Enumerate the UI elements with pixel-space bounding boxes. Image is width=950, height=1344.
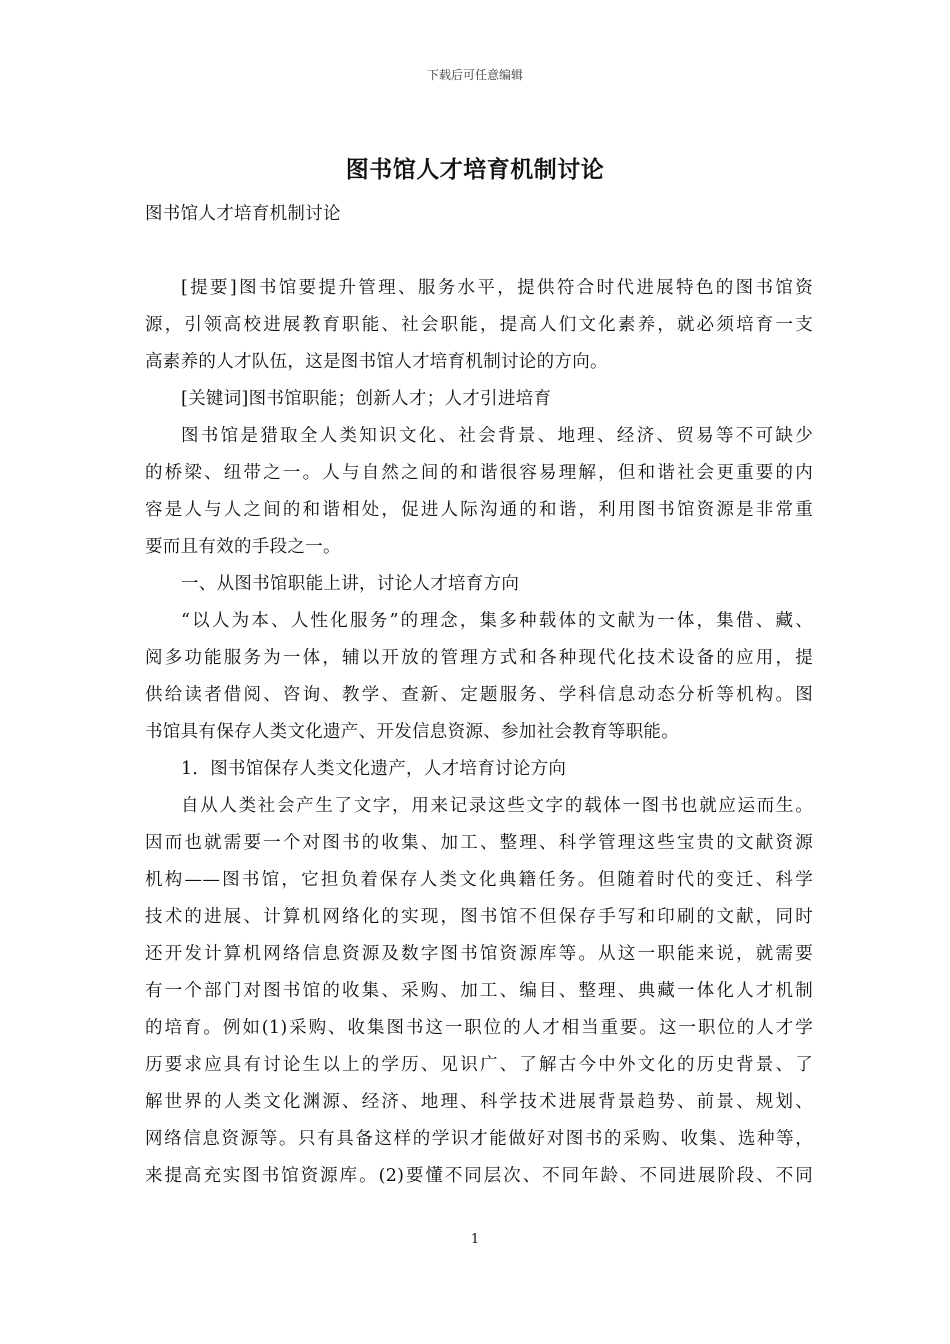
text-line: [关键词]图书馆职能；创新人才；人才引进培育: [181, 389, 552, 409]
section-paragraph: [145, 603, 813, 751]
text-line: 的桥梁、纽带之一。人与自然之间的和谐很容易理解，但和谐社会更重要的内: [145, 463, 813, 483]
text-line: 来提高充实图书馆资源库。(2)要懂不同层次、不同年龄、不同进展阶段、不同: [145, 1166, 813, 1186]
document-title: 图书馆人才培育机制讨论: [345, 156, 605, 183]
subsection-heading: [145, 751, 813, 788]
text-line: 机构——图书馆，它担负着保存人类文化典籍任务。但随着时代的变迁、科学: [145, 870, 813, 890]
document-subtitle: 图书馆人才培育机制讨论: [145, 204, 341, 224]
page-number: 1: [470, 1232, 480, 1247]
text-line: 源，引领高校进展教育职能、社会职能，提高人们文化素养，就必须培育一支: [145, 315, 813, 335]
text-line: 有一个部门对图书馆的收集、采购、加工、编目、整理、典藏一体化人才机制: [145, 981, 813, 1001]
text-line: 图书馆是猎取全人类知识文化、社会背景、地理、经济、贸易等不可缺少: [181, 426, 813, 446]
document-body: [145, 196, 813, 1195]
text-line: 历要求应具有讨论生以上的学历、见识广、了解古今中外文化的历史背景、了: [145, 1055, 813, 1075]
text-line: 1．图书馆保存人类文化遗产，人才培育讨论方向: [181, 759, 567, 779]
text-line: 供给读者借阅、咨询、教学、查新、定题服务、学科信息动态分析等机构。图: [145, 685, 813, 705]
text-line: 高素养的人才队伍，这是图书馆人才培育机制讨论的方向。: [145, 352, 608, 372]
text-line: 书馆具有保存人类文化遗产、开发信息资源、参加社会教育等职能。: [145, 722, 679, 742]
section-heading: [145, 566, 813, 603]
text-line: 容是人与人之间的和谐相处，促进人际沟通的和谐，利用图书馆资源是非常重: [145, 500, 813, 520]
text-line: 一、从图书馆职能上讲，讨论人才培育方向: [181, 574, 520, 594]
text-line: 网络信息资源等。只有具备这样的学识才能做好对图书的采购、收集、选种等，: [145, 1129, 813, 1149]
text-line: 自从人类社会产生了文字，用来记录这些文字的载体一图书也就应运而生。: [181, 796, 813, 816]
text-line: “以人为本、人性化服务”的理念，集多种载体的文献为一体，集借、藏、: [181, 611, 813, 631]
keywords-paragraph: [145, 381, 813, 418]
header-note: 下载后可任意编辑: [426, 68, 523, 82]
text-line: 因而也就需要一个对图书的收集、加工、整理、科学管理这些宝贵的文献资源: [145, 833, 813, 853]
abstract-paragraph: [145, 270, 813, 381]
text-line: 解世界的人类文化渊源、经济、地理、科学技术进展背景趋势、前景、规划、: [145, 1092, 813, 1112]
text-line: 还开发计算机网络信息资源及数字图书馆资源库等。从这一职能来说，就需要: [145, 944, 813, 964]
blank-line: [145, 233, 813, 270]
intro-paragraph: [145, 418, 813, 566]
text-line: 要而且有效的手段之一。: [145, 537, 341, 557]
text-line: [提要]图书馆要提升管理、服务水平，提供符合时代进展特色的图书馆资: [181, 278, 813, 298]
text-line: 的培育。例如(1)采购、收集图书这一职位的人才相当重要。这一职位的人才学: [145, 1018, 813, 1038]
text-line: 技术的进展、计算机网络化的实现，图书馆不但保存手写和印刷的文献，同时: [145, 907, 813, 927]
subsection-paragraph: [145, 788, 813, 1195]
text-line: 阅多功能服务为一体，辅以开放的管理方式和各种现代化技术设备的应用，提: [145, 648, 813, 668]
